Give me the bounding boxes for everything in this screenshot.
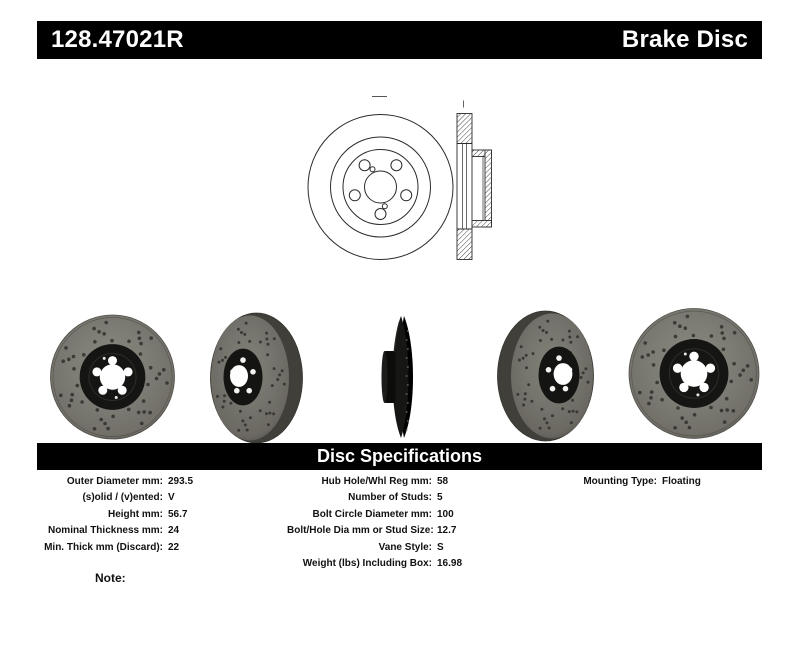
spec-label: Min. Thick mm (Discard): (44, 541, 163, 553)
spec-row (30, 523, 193, 539)
spec-section-header (37, 443, 762, 470)
spec-value: 56.7 (168, 508, 188, 520)
spec-label: Number of Studs: (348, 492, 432, 504)
spec-row (287, 540, 462, 556)
spec-row (557, 474, 701, 490)
spec-column-left (30, 474, 193, 556)
spec-value: Floating (662, 476, 701, 487)
spec-row (287, 523, 462, 539)
photo-rotor-angled-right (498, 311, 594, 441)
spec-value: 12.7 (437, 525, 457, 537)
spec-label: Nominal Thickness mm: (47, 525, 163, 537)
spec-column-right (557, 474, 701, 490)
spec-value: 16.98 (437, 558, 463, 570)
photo-rotor-front-right (629, 309, 759, 439)
spec-value: 293.5 (168, 476, 194, 487)
spec-value: 24 (168, 525, 180, 537)
spec-label: Vane Style: (378, 541, 432, 553)
part-number: 128.47021R (51, 26, 184, 53)
photo-rotor-front-left (51, 315, 175, 439)
spec-label: Mounting Type: (583, 476, 657, 487)
spec-label: Bolt Circle Diameter mm: (312, 508, 432, 520)
spec-row (30, 540, 193, 556)
product-title: Brake Disc (621, 26, 748, 53)
spec-column-middle (287, 474, 462, 572)
spec-row (30, 490, 193, 506)
photo-rotor-side-view (382, 316, 414, 438)
spec-value: S (437, 541, 444, 553)
spec-value: 100 (437, 508, 454, 520)
note-label: Note: (95, 571, 126, 585)
spec-label: Bolt/Hole Dia mm or Stud Size: (287, 525, 434, 537)
spec-value: 58 (437, 476, 449, 487)
spec-row (287, 507, 462, 523)
spec-label: Height mm: (108, 508, 163, 520)
header-bar (37, 21, 762, 59)
spec-row (287, 490, 462, 506)
spec-label: (s)olid / (v)ented: (82, 492, 163, 504)
spec-label: Weight (lbs) Including Box: (302, 558, 432, 570)
front-view-drawing (308, 97, 453, 260)
spec-label: Hub Hole/Whl Reg mm: (321, 476, 432, 487)
photo-rotor-angled-left (211, 313, 303, 443)
spec-row (30, 507, 193, 523)
spec-row (287, 556, 462, 572)
spec-value: 5 (437, 492, 443, 504)
spec-value: V (168, 492, 175, 504)
technical-drawing (288, 92, 504, 272)
product-photos (0, 298, 800, 448)
spec-section-title: Disc Specifications (316, 446, 483, 466)
spec-value: 22 (168, 541, 180, 553)
side-view-drawing (457, 101, 492, 260)
spec-label: Outer Diameter mm: (66, 476, 163, 487)
spec-row (287, 474, 462, 490)
spec-row (30, 474, 193, 490)
